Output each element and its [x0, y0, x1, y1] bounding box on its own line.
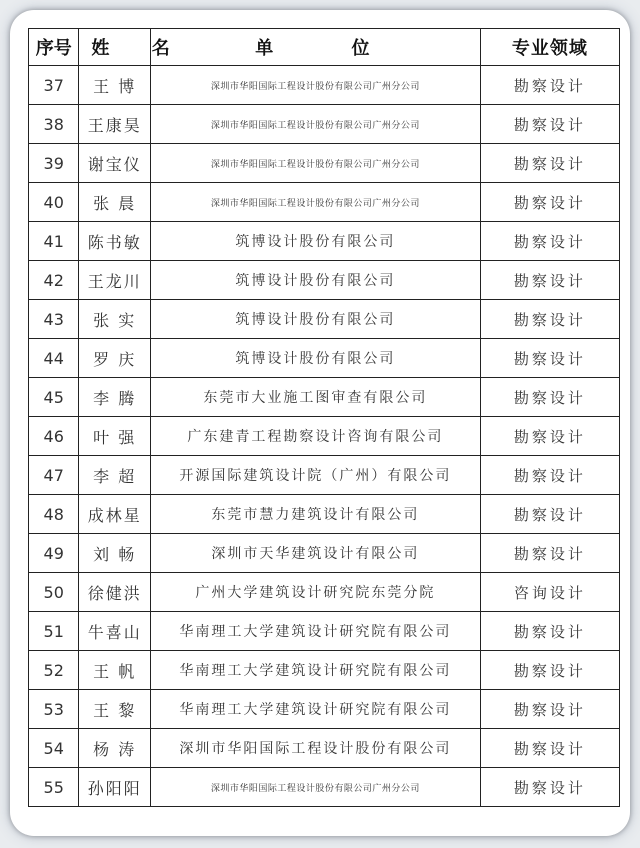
- table-body: [29, 66, 620, 807]
- cell-name: 谢宝仪: [79, 144, 151, 183]
- cell-field: 勘察设计: [480, 261, 619, 300]
- cell-unit: 华南理工大学建筑设计研究院有限公司: [151, 612, 481, 651]
- cell-field: 勘察设计: [480, 339, 619, 378]
- table-row: [29, 339, 620, 378]
- table-row: [29, 729, 620, 768]
- table-row: [29, 768, 620, 807]
- cell-no: 51: [29, 612, 79, 651]
- cell-unit: 华南理工大学建筑设计研究院有限公司: [151, 651, 481, 690]
- cell-unit: 筑博设计股份有限公司: [151, 222, 481, 261]
- cell-field: 咨询设计: [480, 573, 619, 612]
- cell-name: 刘 畅: [79, 534, 151, 573]
- header-unit: 单 位: [151, 29, 481, 66]
- table-row: [29, 612, 620, 651]
- cell-unit: 深圳市天华建筑设计有限公司: [151, 534, 481, 573]
- cell-unit: 广东建青工程勘察设计咨询有限公司: [151, 417, 481, 456]
- header-name: 姓 名: [79, 29, 151, 66]
- cell-field: 勘察设计: [480, 534, 619, 573]
- table-row: [29, 183, 620, 222]
- cell-name: 李 腾: [79, 378, 151, 417]
- header-field: 专业领域: [480, 29, 619, 66]
- table-row: [29, 573, 620, 612]
- cell-no: 43: [29, 300, 79, 339]
- header-no: 序号: [29, 29, 79, 66]
- cell-unit: 开源国际建筑设计院（广州）有限公司: [151, 456, 481, 495]
- cell-name: 成林星: [79, 495, 151, 534]
- cell-no: 39: [29, 144, 79, 183]
- cell-name: 王 黎: [79, 690, 151, 729]
- cell-field: 勘察设计: [480, 222, 619, 261]
- cell-name: 张 实: [79, 300, 151, 339]
- cell-no: 52: [29, 651, 79, 690]
- cell-name: 叶 强: [79, 417, 151, 456]
- cell-field: 勘察设计: [480, 378, 619, 417]
- cell-name: 王康昊: [79, 105, 151, 144]
- cell-no: 47: [29, 456, 79, 495]
- cell-field: 勘察设计: [480, 651, 619, 690]
- cell-unit: 深圳市华阳国际工程设计股份有限公司广州分公司: [151, 105, 481, 144]
- cell-unit: 东莞市大业施工图审查有限公司: [151, 378, 481, 417]
- cell-field: 勘察设计: [480, 300, 619, 339]
- table-row: [29, 378, 620, 417]
- cell-unit: 深圳市华阳国际工程设计股份有限公司广州分公司: [151, 144, 481, 183]
- cell-field: 勘察设计: [480, 105, 619, 144]
- table-row: [29, 456, 620, 495]
- cell-no: 49: [29, 534, 79, 573]
- cell-field: 勘察设计: [480, 66, 619, 105]
- roster-table: [28, 28, 620, 807]
- table-row: [29, 105, 620, 144]
- cell-no: 55: [29, 768, 79, 807]
- table-row: [29, 300, 620, 339]
- cell-no: 48: [29, 495, 79, 534]
- cell-name: 牛喜山: [79, 612, 151, 651]
- cell-name: 王 博: [79, 66, 151, 105]
- cell-no: 42: [29, 261, 79, 300]
- cell-no: 50: [29, 573, 79, 612]
- document-card: [10, 10, 630, 836]
- cell-name: 杨 涛: [79, 729, 151, 768]
- cell-name: 王 帆: [79, 651, 151, 690]
- cell-name: 孙阳阳: [79, 768, 151, 807]
- cell-unit: 深圳市华阳国际工程设计股份有限公司广州分公司: [151, 768, 481, 807]
- table-row: [29, 66, 620, 105]
- cell-field: 勘察设计: [480, 144, 619, 183]
- cell-field: 勘察设计: [480, 729, 619, 768]
- cell-no: 41: [29, 222, 79, 261]
- cell-no: 37: [29, 66, 79, 105]
- cell-no: 53: [29, 690, 79, 729]
- cell-name: 陈书敏: [79, 222, 151, 261]
- cell-name: 李 超: [79, 456, 151, 495]
- cell-no: 40: [29, 183, 79, 222]
- cell-no: 45: [29, 378, 79, 417]
- cell-field: 勘察设计: [480, 417, 619, 456]
- cell-field: 勘察设计: [480, 612, 619, 651]
- cell-no: 44: [29, 339, 79, 378]
- cell-unit: 深圳市华阳国际工程设计股份有限公司广州分公司: [151, 66, 481, 105]
- cell-no: 46: [29, 417, 79, 456]
- cell-name: 罗 庆: [79, 339, 151, 378]
- table-row: [29, 495, 620, 534]
- cell-no: 54: [29, 729, 79, 768]
- cell-unit: 筑博设计股份有限公司: [151, 261, 481, 300]
- cell-unit: 东莞市慧力建筑设计有限公司: [151, 495, 481, 534]
- cell-unit: 深圳市华阳国际工程设计股份有限公司: [151, 729, 481, 768]
- cell-name: 张 晨: [79, 183, 151, 222]
- table-row: [29, 261, 620, 300]
- cell-no: 38: [29, 105, 79, 144]
- cell-name: 王龙川: [79, 261, 151, 300]
- cell-unit: 广州大学建筑设计研究院东莞分院: [151, 573, 481, 612]
- cell-name: 徐健洪: [79, 573, 151, 612]
- table-row: [29, 222, 620, 261]
- table-row: [29, 417, 620, 456]
- cell-unit: 筑博设计股份有限公司: [151, 339, 481, 378]
- table-row: [29, 690, 620, 729]
- cell-field: 勘察设计: [480, 690, 619, 729]
- table-header-row: [29, 29, 620, 66]
- table-row: [29, 651, 620, 690]
- cell-field: 勘察设计: [480, 183, 619, 222]
- cell-field: 勘察设计: [480, 456, 619, 495]
- cell-field: 勘察设计: [480, 495, 619, 534]
- cell-unit: 深圳市华阳国际工程设计股份有限公司广州分公司: [151, 183, 481, 222]
- table-row: [29, 144, 620, 183]
- cell-unit: 筑博设计股份有限公司: [151, 300, 481, 339]
- cell-field: 勘察设计: [480, 768, 619, 807]
- cell-unit: 华南理工大学建筑设计研究院有限公司: [151, 690, 481, 729]
- table-row: [29, 534, 620, 573]
